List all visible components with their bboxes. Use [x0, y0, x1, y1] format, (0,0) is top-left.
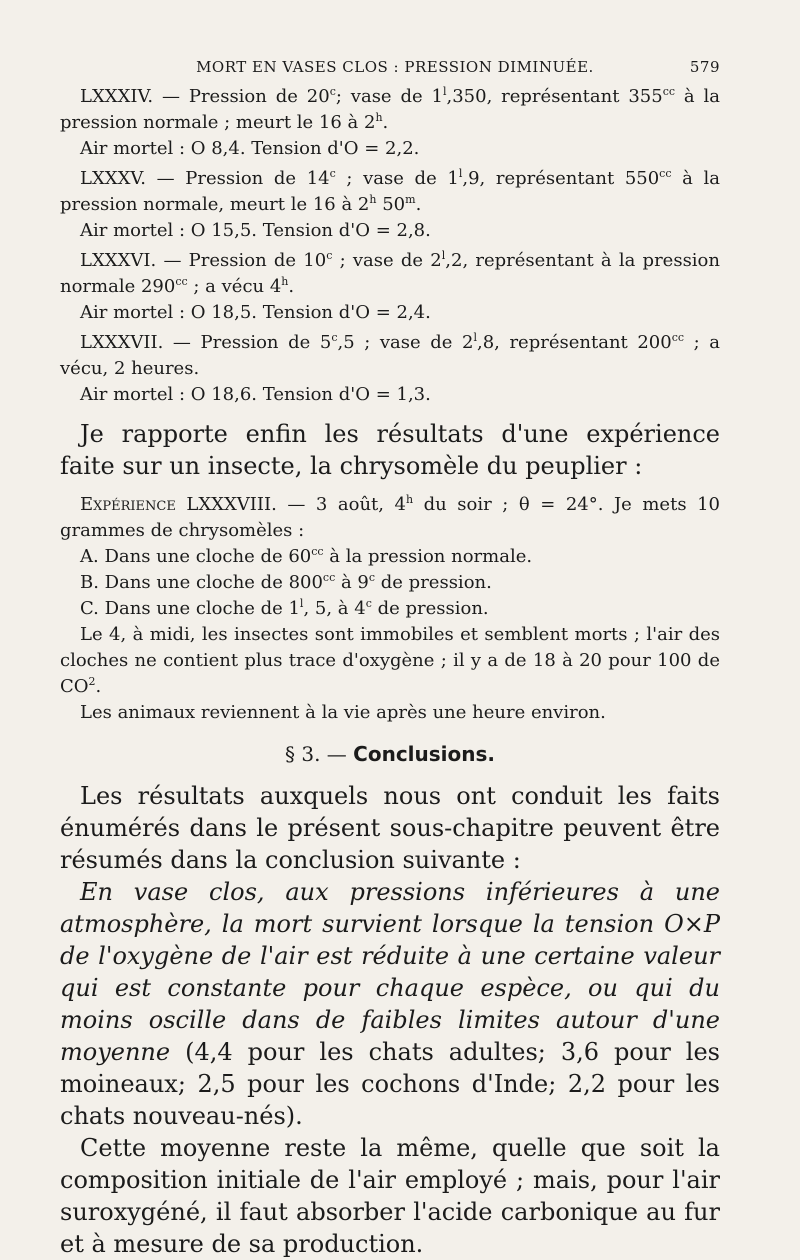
cloche-item-b: B. Dans une cloche de $800^{cc}$ à 9$^c$ de pression. [80, 571, 492, 593]
conclusion-italic: En vase clos, aux pressions inférieures à une atmosphère, la mort survient lorsque la tension O×P de l'oxygène de l'air est réduite à une certaine valeur qui est constante pour chaque espèce, ou qui du moins oscille dans de faibles limites autour d'une moyenne [60, 878, 720, 1066]
experiment-87: LXXXVII. — Pression de 5$^c$,5 ; vase de 2$^l$,8, représentant $200^{cc}$ ; a vécu, 2 heures. [60, 331, 720, 379]
experiments-block [60, 84, 720, 408]
section-number: § 3. [284, 742, 321, 766]
section-heading: § 3. — Conclusions. [284, 742, 496, 766]
experience-88-label: Expérience LXXXVIII. [80, 494, 277, 515]
running-title: MORT EN VASES CLOS : PRESSION DIMINUÉE. [196, 58, 594, 76]
cloche-item-c: C. Dans une cloche de 1$^l$, 5, à 4$^c$ de pression. [80, 597, 489, 619]
experiment-85: LXXXV. — Pression de 14$^c$ ; vase de 1$^l$,9, représentant $550^{cc}$ à la pression normale, meurt le 16 à 2$^h$ 50$^m$. [60, 167, 720, 215]
experiment-label: LXXXVII. [80, 332, 164, 353]
page-number: 579 [689, 58, 720, 76]
conclusion-intro: Les résultats auxquels nous ont conduit les faits énumérés dans le présent sous-chapitre peuvent être résumés dans la conclusion suivante : [60, 782, 720, 874]
air-mortel-84: Air mortel : O 8,4. Tension d'O = 2,2. [80, 138, 420, 159]
air-mortel-86: Air mortel : O 18,5. Tension d'O = 2,4. [80, 302, 431, 323]
experiment-label: LXXXIV. [80, 86, 154, 107]
experiment-86: LXXXVI. — Pression de 10$^c$ ; vase de 2$^l$,2, représentant à la pression normale $290^{cc}$ ; a vécu 4$^h$. [60, 249, 720, 297]
experiment-84: LXXXIV. — Pression de 20$^c$; vase de 1$^l$,350, représentant $355^{cc}$ à la pression normale ; meurt le 16 à 2$^h$. [60, 85, 720, 133]
conclusions-block [60, 780, 720, 1260]
cloche-item-a: A. Dans une cloche de $60^{cc}$ à la pression normale. [80, 545, 533, 567]
experience-88-revive: Les animaux reviennent à la vie après une heure environ. [80, 702, 606, 723]
intro-paragraph: Je rapporte enfin les résultats d'une expérience faite sur un insecte, la chrysomèle du peuplier : [60, 420, 720, 480]
experience-88-result: Le 4, à midi, les insectes sont immobiles et semblent morts ; l'air des cloches ne contient plus trace d'oxygène ; il y a de 18 à 20 pour 100 de $CO^2$. [60, 624, 720, 697]
experiment-label: LXXXVI. [80, 250, 157, 271]
air-mortel-85: Air mortel : O 15,5. Tension d'O = 2,8. [80, 220, 431, 241]
air-mortel-87: Air mortel : O 18,6. Tension d'O = 1,3. [80, 384, 431, 405]
experience-88-block [60, 492, 720, 726]
experiment-label: LXXXV. [80, 168, 146, 189]
conclusion-values: (4,4 pour les chats adultes; 3,6 pour les moineaux; 2,5 pour les cochons d'Inde; 2,2 pour les chats nouveau-nés). [60, 1038, 720, 1130]
page-header [60, 58, 720, 76]
conclusion-statement [60, 876, 720, 1132]
final-paragraph: Cette moyenne reste la même, quelle que soit la composition initiale de l'air employé ; mais, pour l'air suroxygéné, il faut absorber l'acide carbonique au fur et à mesure de sa production. [60, 1134, 720, 1258]
intro-block [60, 418, 720, 482]
book-page [60, 58, 720, 1260]
section-title: Conclusions. [353, 742, 496, 766]
experience-88-intro: Expérience LXXXVIII. — 3 août, 4$^h$ du soir ; θ = 24°. Je mets 10 grammes de chrysomèles : [60, 493, 720, 541]
